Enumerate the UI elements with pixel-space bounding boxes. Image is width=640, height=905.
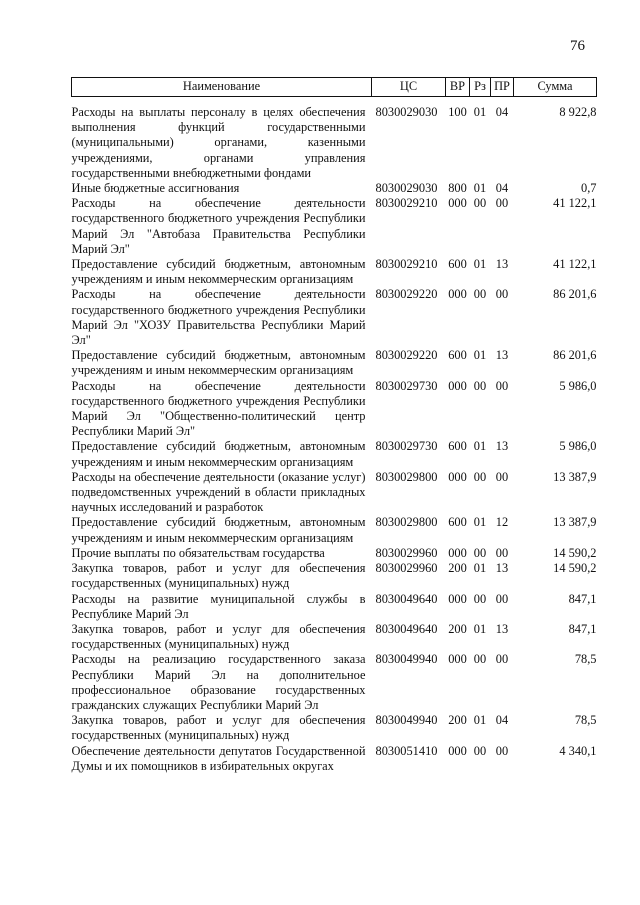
row-rz: 00: [473, 591, 487, 606]
row-vr: 600: [448, 515, 467, 530]
row-rz: 01: [473, 348, 487, 363]
row-vr: 000: [448, 591, 467, 606]
row-name: Иные бюджетные ассигнования: [71, 181, 240, 196]
row-rz: 01: [473, 105, 487, 119]
row-pr: 00: [495, 469, 509, 484]
header-vr: ВР: [446, 78, 470, 97]
row-name: Расходы на обеспечение деятельности государственного бюджетного учреждения Республики Марий Эл "ХОЗУ Правительства Республики Марий Эл": [71, 287, 366, 348]
row-pr: 00: [495, 591, 509, 606]
row-cs: 8030051410: [375, 743, 438, 758]
row-sum: 14 590,2: [553, 561, 597, 576]
row-pr: 13: [495, 257, 509, 272]
row-rz: 00: [473, 743, 487, 758]
table-row: [72, 379, 597, 440]
row-cs: 8030049940: [375, 713, 438, 728]
row-sum: 78,5: [574, 652, 597, 667]
row-name: Расходы на обеспечение деятельности (оказание услуг) подведомственных учреждений в области прикладных научных исследований и разработок: [71, 469, 366, 515]
table-row: [72, 515, 597, 545]
row-sum: 847,1: [568, 621, 597, 636]
row-rz: 00: [473, 378, 487, 393]
row-rz: 01: [473, 515, 487, 530]
header-name: Наименование: [72, 78, 372, 97]
row-sum: 847,1: [568, 591, 597, 606]
row-vr: 600: [448, 348, 467, 363]
row-cs: 8030029960: [375, 545, 438, 560]
row-cs: 8030049940: [375, 652, 438, 667]
row-cs: 8030049640: [375, 621, 438, 636]
row-vr: 000: [448, 378, 467, 393]
table-row: [72, 97, 597, 182]
row-cs: 8030029730: [375, 439, 438, 454]
row-vr: 200: [448, 713, 467, 728]
row-cs: 8030029220: [375, 348, 438, 363]
row-name: Расходы на обеспечение деятельности государственного бюджетного учреждения Республики Марий Эл "Общественно-политический центр Республики Марий Эл": [71, 378, 366, 439]
row-sum: 0,7: [581, 181, 597, 196]
row-name: Закупка товаров, работ и услуг для обеспечения государственных (муниципальных) нужд: [71, 621, 366, 652]
row-pr: 04: [495, 713, 509, 728]
row-pr: 13: [495, 621, 509, 636]
row-cs: 8030029960: [375, 561, 438, 576]
page-number: 76: [570, 38, 585, 54]
row-name: Прочие выплаты по обязательствам государства: [71, 545, 325, 560]
row-name: Предоставление субсидий бюджетным, автономным учреждениям и иным некоммерческим организациям: [71, 439, 366, 469]
row-rz: 01: [473, 561, 487, 576]
row-sum: 41 122,1: [553, 196, 597, 211]
table-row: [72, 622, 597, 652]
row-cs: 8030029030: [375, 105, 438, 119]
row-name: Предоставление субсидий бюджетным, автономным учреждениям и иным некоммерческим организациям: [71, 348, 366, 378]
row-vr: 600: [448, 257, 467, 272]
table-row: [72, 181, 597, 196]
row-pr: 04: [495, 105, 509, 119]
row-name: Закупка товаров, работ и услуг для обеспечения государственных (муниципальных) нужд: [71, 561, 366, 591]
row-sum: 78,5: [574, 713, 597, 728]
row-name: Расходы на развитие муниципальной службы в Республике Марий Эл: [71, 591, 366, 621]
row-sum: 14 590,2: [553, 545, 597, 560]
header-pr: ПР: [491, 78, 514, 97]
row-rz: 01: [473, 181, 487, 196]
row-sum: 86 201,6: [553, 348, 597, 363]
row-rz: 01: [473, 439, 487, 454]
row-vr: 000: [448, 469, 467, 484]
row-pr: 00: [495, 287, 509, 302]
row-vr: 000: [448, 743, 467, 758]
row-vr: 200: [448, 621, 467, 636]
row-cs: 8030029800: [375, 469, 438, 484]
row-vr: 000: [448, 287, 467, 302]
row-vr: 800: [448, 181, 467, 196]
row-name: Предоставление субсидий бюджетным, автономным учреждениям и иным некоммерческим организациям: [71, 257, 366, 287]
table-row: [72, 744, 597, 774]
row-sum: 13 387,9: [553, 469, 597, 484]
table-body: [72, 97, 597, 774]
row-name: Обеспечение деятельности депутатов Государственной Думы и их помощников в избирательных округах: [71, 743, 366, 773]
row-cs: 8030029220: [375, 287, 438, 302]
table-row: [72, 439, 597, 469]
row-pr: 00: [495, 743, 509, 758]
row-rz: 00: [473, 545, 487, 560]
row-cs: 8030029800: [375, 515, 438, 530]
row-pr: 13: [495, 348, 509, 363]
row-sum: 5 986,0: [559, 378, 597, 393]
row-pr: 00: [495, 196, 509, 211]
row-name: Расходы на реализацию государственного заказа Республики Марий Эл на дополнительное профессиональное образование государственных гражданских служащих Республики Марий Эл: [71, 652, 366, 712]
table-row: [72, 652, 597, 713]
table-row: [72, 348, 597, 378]
row-rz: 01: [473, 621, 487, 636]
row-rz: 00: [473, 469, 487, 484]
row-vr: 000: [448, 652, 467, 667]
row-rz: 00: [473, 287, 487, 302]
row-vr: 600: [448, 439, 467, 454]
row-pr: 13: [495, 561, 509, 576]
row-pr: 00: [495, 652, 509, 667]
row-sum: 8 922,8: [559, 105, 597, 119]
row-cs: 8030029730: [375, 378, 438, 393]
table-row: [72, 561, 597, 591]
row-sum: 41 122,1: [553, 257, 597, 272]
row-pr: 00: [495, 545, 509, 560]
table-row: [72, 257, 597, 287]
table-row: [72, 592, 597, 622]
table-header: [72, 78, 597, 97]
row-sum: 13 387,9: [553, 515, 597, 530]
table-row: [72, 470, 597, 516]
row-name: Расходы на выплаты персоналу в целях обеспечения выполнения функций государственными (муниципальными) органами, казенными учреждениями, органами управления государственными внебюджетными фондами: [71, 105, 366, 180]
header-cs: ЦС: [372, 78, 446, 97]
row-sum: 5 986,0: [559, 439, 597, 454]
row-vr: 200: [448, 561, 467, 576]
row-cs: 8030029030: [375, 181, 438, 196]
row-rz: 01: [473, 713, 487, 728]
row-vr: 100: [448, 105, 467, 119]
row-cs: 8030029210: [375, 257, 438, 272]
row-rz: 00: [473, 196, 487, 211]
budget-table: [71, 77, 597, 774]
row-sum: 4 340,1: [559, 743, 597, 758]
row-cs: 8030049640: [375, 591, 438, 606]
row-name: Расходы на обеспечение деятельности государственного бюджетного учреждения Республики Марий Эл "Автобаза Правительства Республики Марий Эл": [71, 196, 366, 256]
table-row: [72, 196, 597, 257]
table-row: [72, 713, 597, 743]
header-rz: Рз: [470, 78, 491, 97]
table-row: [72, 546, 597, 561]
row-pr: 00: [495, 378, 509, 393]
row-pr: 13: [495, 439, 509, 454]
row-vr: 000: [448, 196, 467, 211]
row-cs: 8030029210: [375, 196, 438, 211]
row-name: Закупка товаров, работ и услуг для обеспечения государственных (муниципальных) нужд: [71, 713, 366, 743]
header-sum: Сумма: [514, 78, 597, 97]
row-pr: 04: [495, 181, 509, 196]
row-rz: 01: [473, 257, 487, 272]
row-rz: 00: [473, 652, 487, 667]
table-row: [72, 287, 597, 348]
row-vr: 000: [448, 545, 467, 560]
row-name: Предоставление субсидий бюджетным, автономным учреждениям и иным некоммерческим организациям: [71, 515, 366, 545]
row-sum: 86 201,6: [553, 287, 597, 302]
row-pr: 12: [495, 515, 509, 530]
